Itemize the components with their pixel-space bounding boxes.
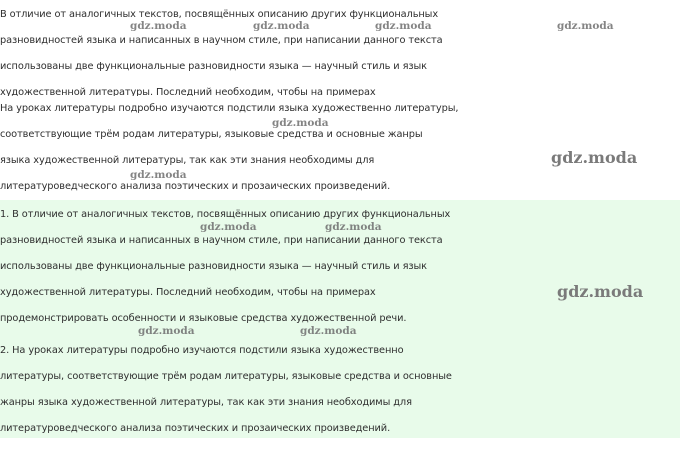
answer-item-1: [0, 202, 680, 332]
question-paragraph-1: [0, 2, 680, 96]
text-line: разновидностей языка и написанных в научном стиле, при написании данного текста: [0, 235, 443, 246]
text-line: использованы две функциональные разновидности языка — научный стиль и язык: [0, 61, 427, 72]
text-line: художественной литературы. Последний необходим, чтобы на примерах: [0, 87, 376, 96]
watermark: gdz.moda: [557, 282, 644, 301]
text-line: литературоведческого анализа поэтических и прозаических произведений.: [0, 423, 391, 434]
text-line: использованы две функциональные разновидности языка — научный стиль и язык: [0, 261, 427, 272]
text-line: соответствующие трём родам литературы, языковые средства и основные жанры: [0, 129, 423, 140]
text-line: разновидностей языка и написанных в научном стиле, при написании данного текста: [0, 35, 443, 46]
text-line: литературоведческого анализа поэтических и прозаических произведений.: [0, 181, 391, 192]
watermark: gdz.moda: [300, 325, 357, 337]
watermark: gdz.moda: [253, 20, 310, 32]
answer-item-2: [0, 338, 680, 442]
text-line: В отличие от аналогичных текстов, посвящённых описанию других функциональных: [0, 9, 439, 20]
watermark: gdz.moda: [557, 20, 614, 32]
text-line: 1. В отличие от аналогичных текстов, посвящённых описанию других функциональных: [0, 209, 451, 220]
text-line: литературы, соответствующие трём родам литературы, языковые средства и основные: [0, 371, 452, 382]
text-line: художественной литературы. Последний необходим, чтобы на примерах: [0, 287, 376, 298]
watermark: gdz.moda: [325, 221, 382, 233]
watermark: gdz.moda: [200, 221, 257, 233]
text-line: На уроках литературы подробно изучаются подстили языка художественно литературы,: [0, 103, 459, 114]
watermark: gdz.moda: [130, 169, 187, 181]
text-line: языка художественной литературы, так как эти знания необходимы для: [0, 155, 375, 166]
text-line: жанры языка художественной литературы, так как эти знания необходимы для: [0, 397, 412, 408]
text-line: продемонстрировать особенности и языковые средства художественной речи.: [0, 313, 407, 324]
watermark: gdz.moda: [130, 20, 187, 32]
watermark: gdz.moda: [138, 325, 195, 337]
question-paragraph-2: [0, 96, 680, 200]
watermark: gdz.moda: [272, 117, 329, 129]
watermark: gdz.moda: [551, 148, 638, 167]
watermark: gdz.moda: [375, 20, 432, 32]
text-line: 2. На уроках литературы подробно изучаются подстили языка художественно: [0, 345, 404, 356]
